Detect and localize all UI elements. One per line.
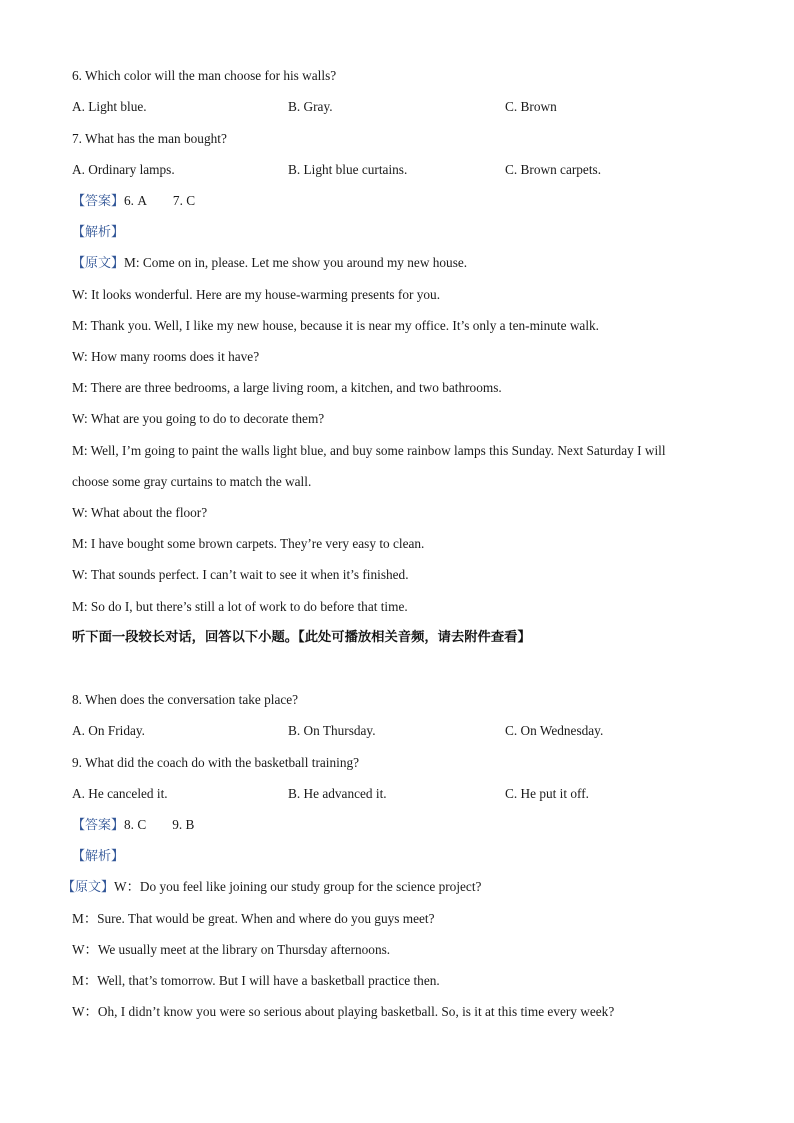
answer-tag: 【答案】 xyxy=(72,194,125,209)
option-9c: C. He put it off. xyxy=(505,786,589,801)
script-line: M: Thank you. Well, I like my new house, because it is near my office. It’s only a ten-minute walk. xyxy=(72,318,599,333)
script-line: M: So do I, but there’s still a lot of work to do before that time. xyxy=(72,599,408,614)
question-6-options xyxy=(72,97,722,117)
script-line: W：Oh, I didn’t know you were so serious about playing basketball. So, is it at this time every week? xyxy=(72,1004,615,1019)
question-7: 7. What has the man bought? xyxy=(72,131,227,146)
analysis-tag-2: 【解析】 xyxy=(72,849,125,864)
script-line: M: I have bought some brown carpets. They’re very easy to clean. xyxy=(72,536,425,551)
script-line: W: What are you going to do to decorate them? xyxy=(72,411,325,426)
answer-line-1 xyxy=(72,191,722,211)
option-7c: C. Brown carpets. xyxy=(505,162,602,177)
script-line: M：Sure. That would be great. When and where do you guys meet? xyxy=(72,911,435,926)
script-line: M: Well, I’m going to paint the walls light blue, and buy some rainbow lamps this Sunday. Next Saturday I will xyxy=(72,443,666,458)
script-line: W: That sounds perfect. I can’t wait to see it when it’s finished. xyxy=(72,567,409,582)
script-line: choose some gray curtains to match the wall. xyxy=(72,474,312,489)
question-6: 6. Which color will the man choose for his walls? xyxy=(72,68,337,83)
analysis-tag-1: 【解析】 xyxy=(72,225,125,240)
listening-instruction: 听下面一段较长对话，回答以下小题。【此处可播放相关音频，请去附件查看】 xyxy=(72,630,531,645)
option-9b: B. He advanced it. xyxy=(288,786,387,801)
question-8-options xyxy=(72,721,722,741)
answer-8: 8. C xyxy=(124,817,147,832)
option-6c: C. Brown xyxy=(505,99,557,114)
answer-6: 6. A xyxy=(124,193,147,208)
option-9a: A. He canceled it. xyxy=(72,786,168,801)
script-line: W: How many rooms does it have? xyxy=(72,349,260,364)
script-line: W：We usually meet at the library on Thursday afternoons. xyxy=(72,942,391,957)
option-8c: C. On Wednesday. xyxy=(505,723,604,738)
answer-line-2 xyxy=(72,815,722,835)
question-9: 9. What did the coach do with the basketball training? xyxy=(72,755,360,770)
answer-7: 7. C xyxy=(172,193,196,208)
script-line: W: It looks wonderful. Here are my house-warming presents for you. xyxy=(72,287,441,302)
script-tag: 【原文】 xyxy=(72,256,125,271)
script-line: 【原文】M: Come on in, please. Let me show you around my new house. xyxy=(72,255,468,271)
script-tag: 【原文】 xyxy=(62,880,115,895)
option-7a: A. Ordinary lamps. xyxy=(72,162,175,177)
script-line: M：Well, that’s tomorrow. But I will have a basketball practice then. xyxy=(72,973,440,988)
script-line: W: What about the floor? xyxy=(72,505,208,520)
question-9-options xyxy=(72,784,722,804)
script-line: 【原文】W：Do you feel like joining our study group for the science project? xyxy=(62,879,482,895)
option-8b: B. On Thursday. xyxy=(288,723,376,738)
script-line: M: There are three bedrooms, a large living room, a kitchen, and two bathrooms. xyxy=(72,380,502,395)
option-6a: A. Light blue. xyxy=(72,99,147,114)
question-7-options xyxy=(72,160,722,180)
answer-tag: 【答案】 xyxy=(72,818,125,833)
question-8: 8. When does the conversation take place? xyxy=(72,692,299,707)
answer-9: 9. B xyxy=(172,817,195,832)
option-6b: B. Gray. xyxy=(288,99,333,114)
option-8a: A. On Friday. xyxy=(72,723,146,738)
option-7b: B. Light blue curtains. xyxy=(288,162,408,177)
